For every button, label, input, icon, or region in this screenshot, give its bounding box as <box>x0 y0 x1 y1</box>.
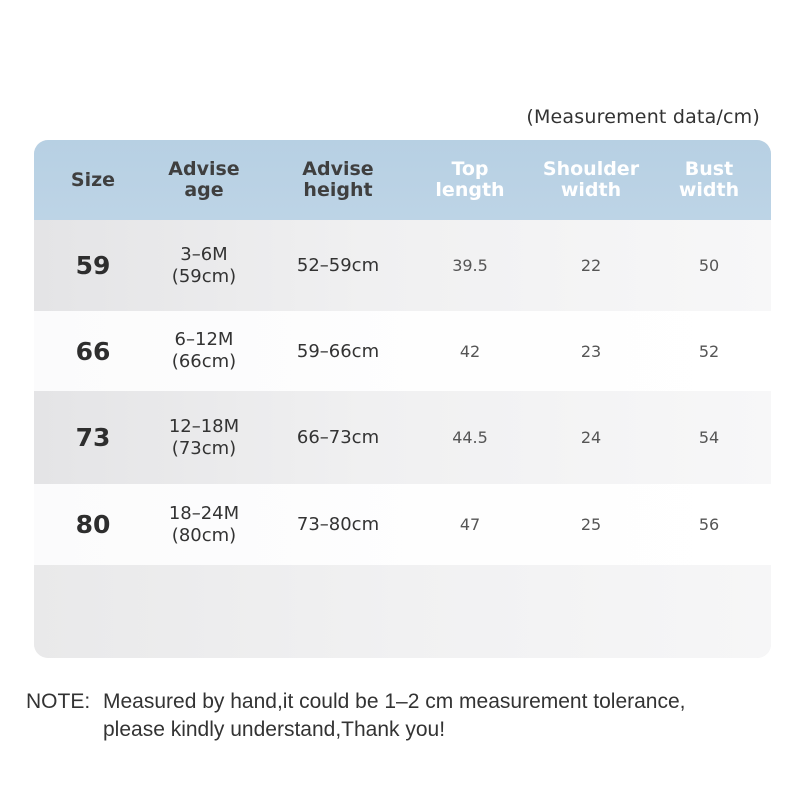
bust-width-value: 54 <box>698 428 720 447</box>
note-line-1: Measured by hand,it could be 1–2 cm measurement tolerance, <box>103 690 686 713</box>
bust-width-value: 56 <box>698 515 720 534</box>
header-top-length: Top length <box>435 158 505 201</box>
table-header <box>34 140 771 220</box>
header-shoulder-width: Shoulder width <box>542 158 640 201</box>
top-length-value: 42 <box>459 341 481 361</box>
bust-width-value: 50 <box>698 256 720 275</box>
header-size: Size <box>70 168 116 191</box>
height-value: 52–59cm <box>296 255 380 276</box>
height-value: 59–66cm <box>296 340 380 362</box>
size-chart-table <box>34 140 771 658</box>
bust-width-value: 52 <box>698 341 720 361</box>
top-length-value: 39.5 <box>452 256 488 275</box>
size-value: 73 <box>75 423 111 452</box>
header-advise-height: Advise height <box>302 158 374 201</box>
age-value: 3–6M (59cm) <box>171 243 237 287</box>
shoulder-width-value: 24 <box>580 428 602 447</box>
empty-row <box>34 565 771 658</box>
header-bust-width: Bust width <box>678 158 740 201</box>
note-line-2: please kindly understand,Thank you! <box>103 718 446 741</box>
table-row <box>34 484 771 565</box>
size-value: 80 <box>75 510 111 539</box>
shoulder-width-value: 25 <box>580 515 602 534</box>
table-row <box>34 391 771 484</box>
header-advise-age: Advise age <box>168 158 240 201</box>
top-length-value: 47 <box>459 515 481 534</box>
shoulder-width-value: 23 <box>580 341 602 361</box>
age-value: 12–18M (73cm) <box>168 415 240 459</box>
table-row <box>34 220 771 311</box>
height-value: 66–73cm <box>296 427 380 448</box>
age-value: 18–24M (80cm) <box>168 502 240 546</box>
age-value: 6–12M (66cm) <box>171 329 237 372</box>
shoulder-width-value: 22 <box>580 256 602 275</box>
size-value: 66 <box>75 336 111 366</box>
measurement-caption: (Measurement data/cm) <box>526 106 760 128</box>
note-label: NOTE: <box>26 690 91 713</box>
top-length-value: 44.5 <box>452 428 488 447</box>
table-row <box>34 311 771 391</box>
height-value: 73–80cm <box>296 514 380 535</box>
size-value: 59 <box>75 251 111 280</box>
